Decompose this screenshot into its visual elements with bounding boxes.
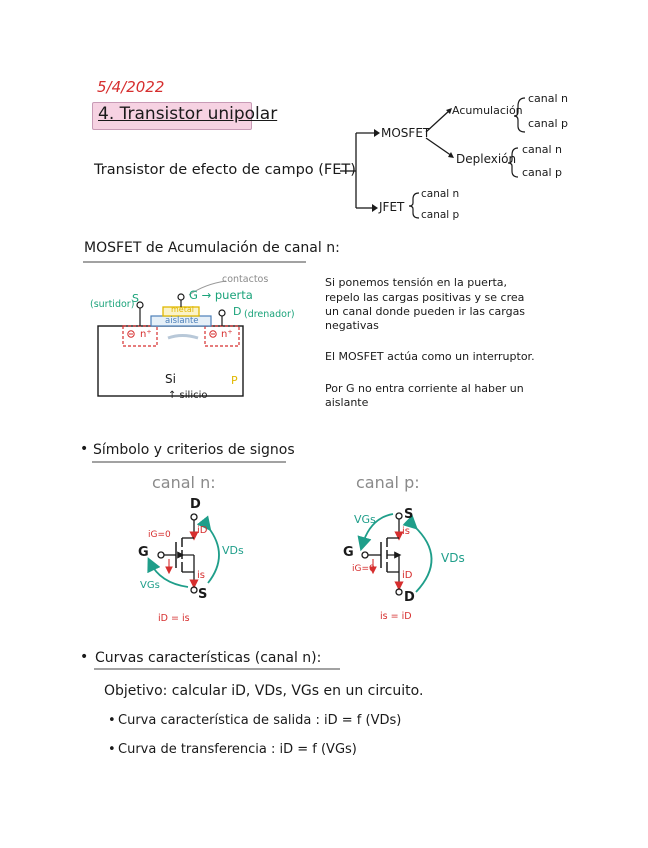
drenador-label: (drenador) [244, 309, 295, 320]
depl-canal-p: canal p [522, 166, 563, 179]
bullet-curve-1: Curva característica de salida : iD = f (VDs) [118, 713, 402, 728]
note-line-1: Si ponemos tensión en la puerta, [325, 276, 508, 289]
acum-canal-p: canal p [528, 117, 569, 130]
p-label: P [231, 374, 238, 387]
canal-p-heading: canal p: [356, 473, 420, 492]
section3-bullet: • [80, 649, 89, 665]
metal-label: metal [171, 305, 194, 314]
canal-n-heading: canal n: [152, 473, 216, 492]
p-is-label: is [402, 526, 410, 537]
n-vgs-label: VGs [140, 580, 160, 591]
tree-jfet: JFET [379, 200, 405, 214]
n-channel-symbol [150, 514, 219, 593]
aislante-label: aislante [165, 316, 199, 326]
n-id-label: iD [197, 525, 208, 536]
si-label: Si [165, 372, 176, 386]
n-is-label: is [197, 570, 205, 581]
section3-heading: Curvas características (canal n): [95, 650, 322, 666]
p-ig-label: iG=0 [352, 564, 375, 574]
bullet-curve-2: Curva de transferencia : iD = f (VGs) [118, 742, 357, 757]
p-relation: is = iD [380, 611, 412, 622]
contactos-label: contactos [222, 274, 269, 285]
bullet-curve-1-dot: • [108, 713, 116, 728]
n-source-label: S [198, 587, 208, 602]
n-ig-label: iG=0 [148, 530, 171, 540]
p-drain-label: D [404, 590, 415, 605]
tree-mosfet: MOSFET [381, 126, 431, 140]
objetivo-text: Objetivo: calcular iD, VDs, VGs en un circuito. [104, 683, 424, 699]
note-line-6: Por G no entra corriente al haber un [325, 382, 524, 395]
tree-root: Transistor de efecto de campo (FET) [94, 162, 356, 178]
p-vgs-label: VGs [354, 513, 376, 526]
gate-label: G → puerta [189, 288, 253, 302]
jfet-canal-p: canal p [421, 209, 460, 221]
p-gate-label: G [343, 545, 354, 560]
n-vds-label: VDs [222, 544, 244, 557]
page-title: 4. Transistor unipolar [98, 104, 278, 124]
n-gate-label: G [138, 545, 149, 560]
note-line-3: un canal donde pueden ir las cargas [325, 305, 526, 318]
silicio-label: ↑ silicio [168, 390, 208, 401]
depl-canal-n: canal n [522, 143, 563, 156]
p-id-label: iD [402, 570, 413, 581]
jfet-canal-n: canal n [421, 188, 460, 200]
note-line-5: El MOSFET actúa como un interruptor. [325, 350, 535, 363]
section1-heading: MOSFET de Acumulación de canal n: [84, 240, 340, 256]
tree-acumulacion: Acumulación [452, 104, 523, 117]
note-line-2: repelo las cargas positivas y se crea [325, 291, 525, 304]
p-source-label: S [404, 507, 414, 522]
section2-bullet: • [80, 441, 89, 457]
n-plus-right: n⁺ [221, 329, 233, 340]
tree-deplexion: Deplexión [456, 152, 517, 166]
section2-heading: Símbolo y criterios de signos [93, 442, 295, 458]
bullet-curve-2-dot: • [108, 742, 116, 757]
note-line-4: negativas [325, 319, 379, 332]
acum-canal-n: canal n [528, 92, 569, 105]
date-label: 5/4/2022 [97, 78, 165, 96]
drain-label: D [233, 305, 242, 318]
source-label: S [132, 292, 139, 305]
n-drain-label: D [190, 497, 201, 512]
p-vds-label: VDs [441, 551, 465, 565]
n-relation: iD = is [158, 613, 190, 624]
n-plus-left: n⁺ [140, 329, 152, 340]
surtidor-label: (surtidor) [90, 299, 135, 310]
note-line-7: aislante [325, 396, 369, 409]
